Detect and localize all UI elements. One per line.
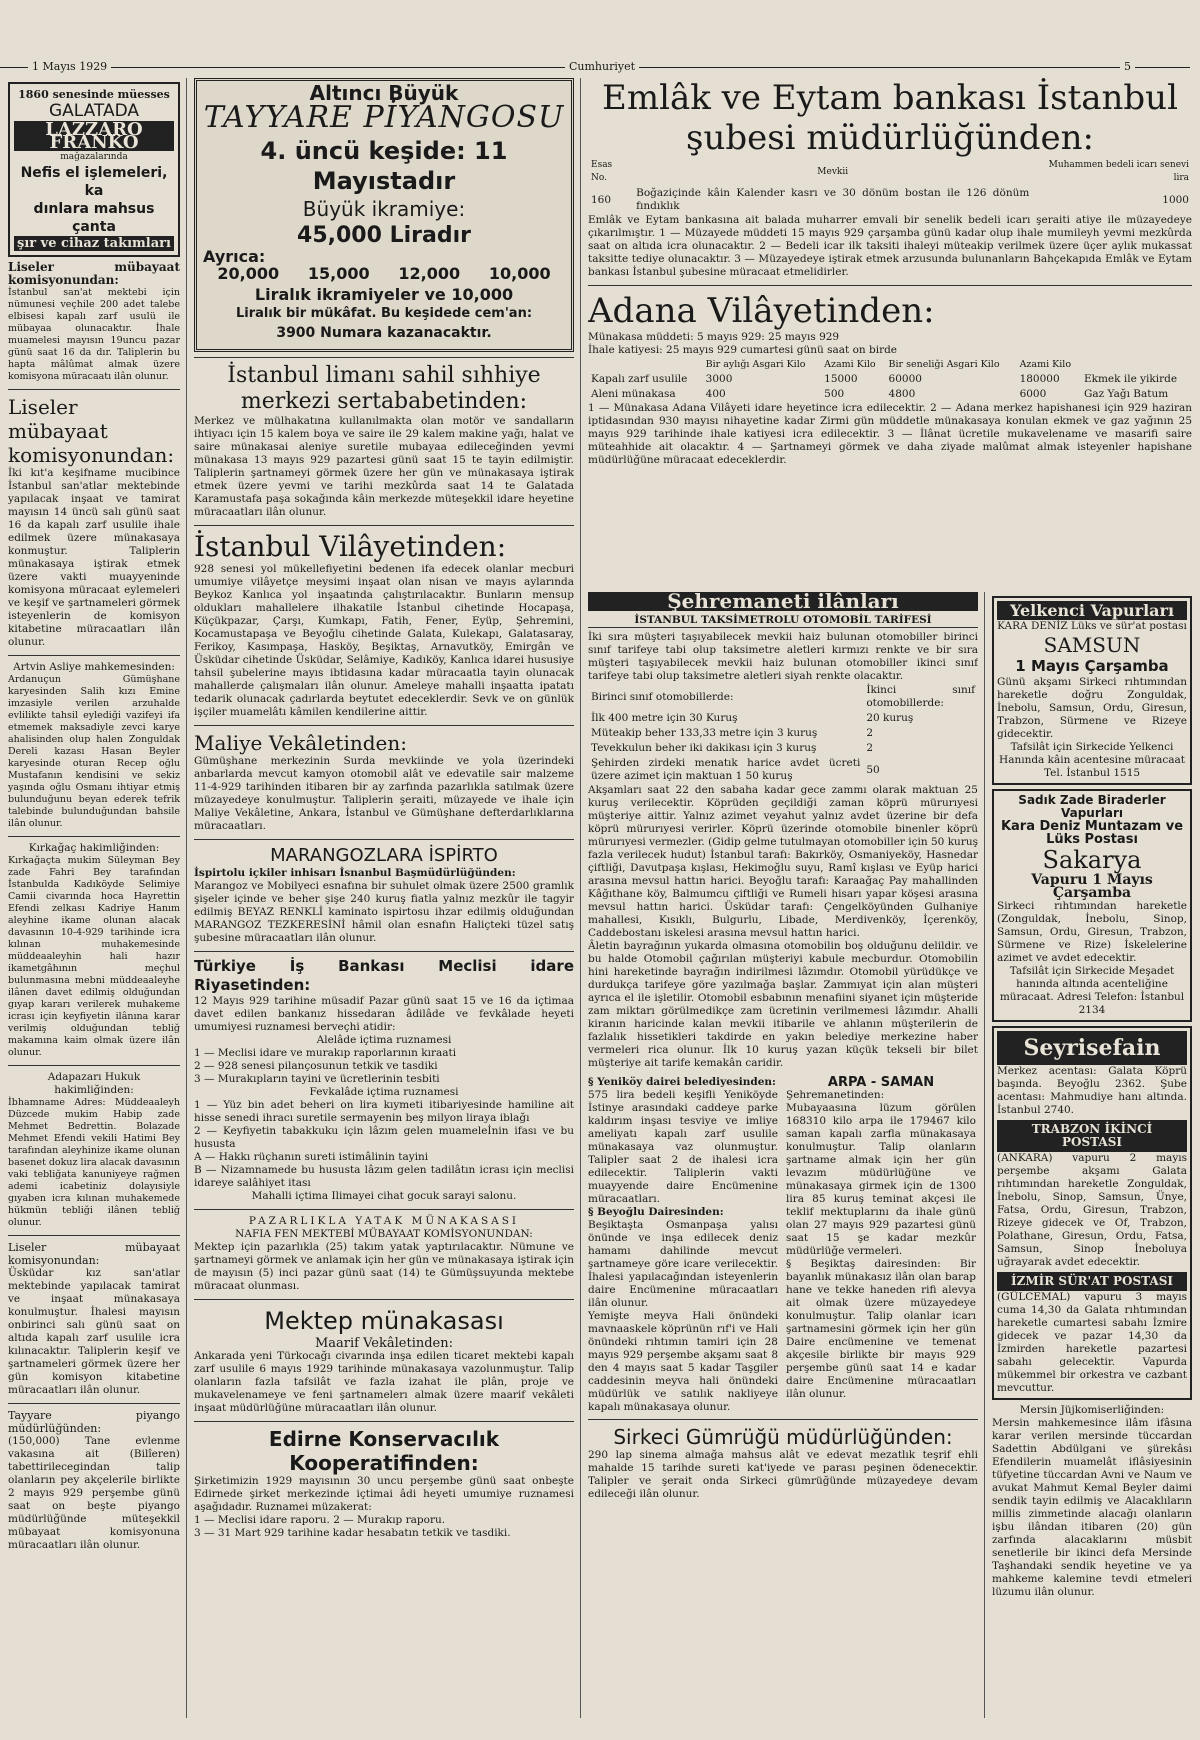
agenda-item: A — Hakkı rüçhanın sureti istimâlinin tayini [194,1151,429,1163]
cell: Birinci sınıf otomobillerde: [591,690,734,703]
agenda-item: 2 — 928 senesi pilançosunun tetkik ve tasdiki [194,1060,438,1072]
cell: Müteakip beher 133,33 metre için 3 kuruş [591,727,818,739]
tayyare-t3: 4. üncü keşide: 11 Mayıstadır [260,137,508,195]
ad-body: Akşamları saat 22 den sabaha kadar gece zammı olarak maktuan 25 kuruş verilecektir. Köprüden geçildiği zaman köprü mürurıyesi müşteriye aittir. Yalnız azimet veyahut yalnız avdet üzerine bir defa köprü mürurıyesi verirler. Köprü üzerinde otomobile binenler köprü mürurıyesi vermezler. (Gidip gelme tutulmayan otomobiller için 50 kuruş fazla verilecek hudut) İstanbul tarafı: Bakırköy, Osmaniyeköy, Hasnedar çiftliği, Davutpaşa kışlası, Hekimoğlu suyu, Ramî kışlası ve Eyüp harici arasına mevsul hattın harici. Beyoğlu tarafı: Karaağaç Pay mahallinden Kâğıthane köy, Balmumcu çiftliği ve Rumeli hisarı yapar köşesi arasına mevsul hattın harici. Üsküdar tarafı: Çengelköyünden Gulhaniye mahallesi, Kısıklı, Bulgurlu, Libade, Merdivenköy, İçerenköy, Caddebostanı iskelesi arasına mevsul hattın harici. [588,784,978,939]
ad-body: 928 senesi yol mükellefiyetini bedenen ifa edecek olanlar mecburi umumiye vilâyetçe meysimi inşaat olan nisan ve mayıs aylarında Beykoz Kanlıca yol inşaatında çalıştırılacaktır. Bunların mensup oldukları mahallelere ilhakatile İstanbul cihetinde Hocapaşa, Küçükpazar, Çarşı, Kumkapı, Fatih, Fener, Eyüp, Şehremini, Kocamustapaşa ve Beyoğlu cihetinde Galata, Kulekapı, Galatasaray, Ferikoy, Kasımpaşa, Hasköy, Beşiktaş, Arnavutköy, Emirgân ve Üsküdar cihetinde Üsküdar, Selâmiye, Kadıköy, Kanlıca idarei hususiye tahsil şubelerine mayıs ibtidasına kadar müracaatla tayin olunacak mahallerde çalışmaları ilân olunur. Ameleye mahalli inşaatta ipatatı tedarik olunacak çadırlarda beytutet edeceklerdir. Sevk ve on günlük işçiler muamelâtı kâmilen kendilerine aittir. [194,563,574,718]
cell: 180000 [1019,373,1060,385]
ad-subtitle: İspirtolu içkiler inhisarı İsnanbul Başmüdürlüğünden: [194,867,516,879]
lazzaro-line2: LAZZARO FRANKO [14,121,174,151]
ad-title: Liseler mübayaat komisyonundan: [8,395,175,467]
ad-body: Ardanuçun Gümüşhane karyesinden Salih kızı Emine imzasiyle verilen arzuhalde evlilikte tahsil eylediği vazifeyi ifa etmemek maksadiyle zevci karye ahalisinden olup halen Zonguldak Dereli kazası Hasan Beyler karyesinde oturan Recep oğlu Mustafanın kendisini ve sekiz yaşında oğlu Osmanı ihtiyar etmiş bulunduğunu beyan ederek tefrik talebinde bulunduğundan bahsile ilân olunur. [8,674,180,829]
ad-body: Merkez acentası: Galata Köprü başında. Beyoğlu 2362. Şube acentası: Mahmudiye hanı altında. İstanbul 2740. [997,1065,1187,1116]
ad-title: Tayyare piyango müdürlüğünden: [8,1409,180,1435]
ad-end: Tafsilât için Sirkecide Meşadet hanında altında acenteliğine müracaat. Adresi Telefon: İstanbul 2134 [999,965,1185,1016]
lower-left [588,1076,778,1414]
col-header: Muhammen bedeli icarı senevi lira [1048,160,1189,183]
header-paper: Cumhuriyet [565,60,639,73]
tayyare-t4: Büyük ikramiye: [302,197,466,221]
ad-body: İhale katiyesi: 25 mayıs 929 cumartesi günü saat on birde [588,344,898,356]
agenda-item: 3 — 31 Mart 929 tarihine kadar hesabatın tetkik ve tasdiki. [194,1527,511,1539]
agenda-item: Alelâde içtima ruznamesi [316,1034,452,1046]
cell: Tevekkulun beher iki dakikası için 3 kuruş [591,742,817,754]
tariff-table [588,683,978,784]
ad-title: Artvin Asliye mahkemesinden: [13,661,175,673]
ad-body: Mersin mahkemesince ilâm ifâsına karar verilen mersinde tüccardan Sadettin Abdülgani ve şürekâsı Efendilerin muamelât iflâsiyesinin tüfyetine tüccardan Avni ve Naum ve avukat Mahmut Kemal Beyler daimi sendik tayin edilmiş ve Alacaklıların millis zimmetinde alacağı olanların işbu ilândan itibaren (20) gün zarfında alacaklarını müsbit senetlerile bir ikinci defa Mersinde Taşhandaki sendik heyetine ve ya mahkeme kalemine tevdi etmeleri lüzumu ilân olunur. [992,1417,1192,1598]
cell: 400 [705,388,726,400]
ad-body: Gümüşhane merkezinin Surda mevkiinde ve yola üzerindeki anbarlarda mevcut kamyon otomobil alât ve edevatile sair malzeme 11-4-929 tarihinden itibaren bir ay zarfında pazarlıkla satılmak üzere müzayedeye konulmuştur. Taliplerin şeraiti, müzayede ve ihale için Maliye Vekâletine, Ankara, İstanbul ve Gümüşhane defterdarlıklarına müracaatları. [194,755,574,832]
ad-subtitle: KARA DENİZ Lüks ve sür'at postası [997,620,1187,632]
lazzaro-l5: şır ve cihaz takımları [14,236,174,251]
ad-body: Üsküdar kız san'atlar mektebinde yapılacak tamirat ve inşaat münakasaya konulmuştur. İhalesi mayısın onbirinci salı günü saat on altıda kapalı zarf usulile icra kılınacaktır. Taliplerin keşif ve şartnameleri görmek üzere her gün komisyon kitabetine müracaatları ilân olunur. [8,1267,180,1396]
cell: 4800 [888,388,916,400]
ad-body: İki sıra müşteri taşıyabilecek mevkii haiz bulunan otomobiller birinci sınıf tarifeye tabi olup taksimetre aletleri kırmızı renkte ve bir sıra müşteri taşıyabilecek mevkii haiz bulunan otomobiller ikinci sınıf tarifeye tabi olup taksimetre aletleri siyah renkte olacaktır. [588,631,978,682]
ad-edirne [194,1427,574,1540]
ad-artvin [8,661,180,830]
sadik-ad [992,789,1192,1022]
ad-subtitle: Kara Deniz Muntazam ve Lüks Postası [1000,819,1184,847]
cell: 2 [866,742,873,754]
column-1 [8,78,180,1718]
ad-body: Beşiktaşta Osmanpaşa yalısı önünde ve inşa edilecek deniz hamamı dahilinde mevcut şartnameye göre icare verilecektir. İhalesi yapılacağından isteyenlerin daire Encümenine müracaatları ilân olunur. [588,1219,778,1309]
tayyare-t5: 45,000 Liradır [297,223,471,248]
ad-title: Maliye Vekâletinden: [194,731,407,755]
cell: 50 [866,763,880,776]
ad-title: Sadık Zade Biraderler Vapurları [1018,793,1166,820]
agenda-item: B — Nizamnamede bu hususta lâzım gelen tadilâtın icrası için meclisi idareye salâhiyet itası [194,1164,574,1189]
ad-body: (GÜLCEMAL) vapuru 3 mayıs cuma 14,30 da Galata rıhtımından hareketle cumartesi sabahı İzmire gidecek ve pazar 14,30 da İzmirden hareketle pazartesi sabahı gelecektir. Vapurda mükemmel bir orkestra ve cazbant mevcuttur. [997,1291,1187,1394]
tayyare-ad [194,78,574,352]
ad-body: Yemişte meyva Hali önündeki mavnaaskele köprünün rıf'i ve Hali önündeki rıhtımın tamiri için 28 mayıs 929 perşembe akşamı saat 8 den 4 mayıs saat 5 kadar Taşgiler caddesinin meyva hali önündeki müdürlük ve satılık nakliyeye kapalı münakasaya olunur. [588,1310,778,1413]
ad-body: Emlâk ve Eytam bankasına ait balada muharrer emvali bir senelik bedeli icarı şeraiti atiye ile müzayedeye çıkarılmıştır. 1 — Müzayede müddeti 15 mayıs 929 çarşamba günü kadar olup ihale mumileyh yevmi mezkûrda saat on altıda icra olunacaktır. 2 — Bedeli icar ilk taksiti ihaleyi müteakip verilmek üzere üçer aylık mukassat taksitte tediye olunacaktır. 3 — Müzayedeye iştirak etmek arzusunda bulunanların Bahçekapıda Emlâk ve Eytam bankası İstanbul şubesine müracaat etmelidirler. [588,214,1192,278]
ad-title: ARPA - SAMAN [827,1075,935,1090]
page-header [0,60,1200,74]
ad-title: Türkiye İş Bankası Meclisi idare Riyasetinden: [194,957,574,994]
cell: Şehirden zirdeki menatık harice avdet ücreti üzere azimet için maktuan 1 50 kuruş [591,757,861,782]
ad-body: Marangoz ve Mobilyeci esnafına bir suhulet olmak üzere 2500 gramlık şişeler içinde ve beher şişe 240 kuruş fiatla yalnız mezkûr ile tagyir edilmiş BEYAZ RENKLİ kaminato ispirtosu ihzar edilmiş olduğundan MARANGOZ TEZKERESİNİ hâmil olan esnafın Haliçteki tüzel satış şubesine müracaatları ilân olunur. [194,880,574,944]
ad-liseler-1 [8,261,180,383]
ad-title: PAZARLIKLA YATAK MÜNAKASASI [248,1215,520,1227]
tayyare-amounts [203,263,565,285]
ad-body: İstanbul san'at mektebi için nümunesi veçhile 200 adet talebe elbisesi kapalı zarf usulü ile mübayaa olunacaktır. İhale muamelesi mayısın 19uncu pazar günü saat 16 da dır. Taliplerin bu hapta mâlûmat almak üzere komisyona müracaatı ilân olunur. [8,287,180,382]
tayyare-t6: Ayrıca: [203,247,266,266]
adana-table [588,357,1192,402]
cell: 160 [591,193,612,206]
ad-marangoz [194,845,574,945]
ad-body: Günü akşamı Sirkeci rıhtımından hareketle doğru Zonguldak, İnebolu, Samsun, Ordu, Giresun, Trabzon, Sürmene ve Rizeye gidecektir. [997,676,1187,740]
column-4 [992,592,1192,1718]
cell: Boğaziçinde kâin Kalender kasrı ve 30 dönüm bostan ile 126 dönüm fındıklık [636,187,1030,212]
lazzaro-line1: GALATADA [48,101,140,121]
column-3-lower [588,592,978,1718]
ad-title: Adapazarı Hukuk hakimliğinden: [47,1071,141,1096]
ad-title: Liseler mübayaat komisyonundan: [8,260,180,287]
ad-body: Sirkeci rıhtımından hareketle (Zonguldak, İnebolu, Sinop, Samsun, Ordu, Giresun, Trabzon, Sürmene ve Rize) İskelelerine azimet ve avdet edecektir. [997,900,1187,964]
ad-title: Mektep münakasası [264,1307,504,1335]
tayyare-t7: Liralık ikramiyeler ve 10,000 [254,285,514,304]
ad-end: Tafsilât için Sirkecide Yelkenci Hanında kâin acentesine müracaat Tel. İstanbul 1515 [999,741,1185,779]
col-header: Mevkii [817,166,849,177]
ad-body: (150,000) Tane evlenme vakasına ait (Bilîeren) tabettirilecegindan talip olanların pey akçelerile birlikte 2 mayıs 929 perşembe günü saat on beşte piyango müdürlüğünde müteşekkil mübayaat komisyonuna müracaatları ilân olunur. [8,1435,180,1551]
cell: 60000 [888,373,922,385]
ad-title: MARANGOZLARA İSPİRTO [270,845,498,866]
ad-title: Mersin Jüjkomiserliğinden: [1019,1404,1165,1416]
ad-body: Ankarada yeni Türkocağı civarında inşa edilen ticaret mektebi kapalı zarf usulile 6 mayıs 1929 tarihinde münakasaya vazolunmuştur. Talip olanların fazla tafsilât ve fazla izahat ile plân, proje ve mukavelenameye ve feni şartnamelerı almak üzere maarif vekâleti inşaat müdürlüğüne müracaatları ilân olunur. [194,1350,574,1414]
header-page-no: 5 [1120,60,1135,73]
ad-subtitle: TRABZON İKİNCİ POSTASI [997,1120,1187,1152]
agenda-item: 3 — Murakıpların tayini ve ücretlerinin tesbiti [194,1073,440,1085]
lazzaro-l4: dınlara mahsus çanta [33,201,155,235]
yelkenci-ad [992,596,1192,785]
lazzaro-since: 1860 senesinde müesses [18,88,170,101]
ad-body: 12 Mayıs 929 tarihine müsadif Pazar günü saat 15 ve 16 da içtimaa davet edilen bankanız hissedaran âdilâde ve fevkâlade heyeti umumiyesi ruznamesi berveçhi atidir: [194,995,574,1033]
ad-vilayet [194,531,574,719]
agenda-item: 1 — Yüz bin adet beheri on lira kıymeti itibariyesinde hamiline ait hisse senedi ihracı suretile sermayenin beş milyon liraya iblağı [194,1099,574,1124]
ad-body: Merkez ve mülhakatına kullanılmakta olan motör ve sandalların ihtiyacı için 15 kalem boya ve saire ile 29 kalem makine yağı, halat ve saire münakasai aleniye suretile mubayaa edileceğinden yevmi münakasa 13 mayıs 929 pazartesi günü saat 15 te tayin edilmiştir. Taliplerin şartnameyi görmek üzere her gün ve münakasaya iştirak etmek üzere yevmi ve tarihi mezkûrda saat 14 te Galatada Karamustafa paşa sokağında kâin merkezde müteşekkil idare heyetine müracaatları ilân olunur. [194,415,574,518]
ad-title: § Yeniköy dairei belediyesinden: [588,1076,776,1088]
ad-body: 575 lira bedeli keşifli Yeniköyde İstinye arasındaki caddeye parke kaldırım inşası tesviye ve imliye ameliyatı kapalı zarf usulile münakasaya vaz olunmuştur. Talipler saat 2 de ihalesi icra edilecektir. Taliplerin vakti muayyende daire Encümenine müracaatları. [588,1089,778,1205]
cell: Ekmek ile yikirde [1083,373,1178,385]
tayyare-t8: Liralık bir mükâfat. Bu keşidede cem'an: [235,306,533,321]
ad-tayyare-mudurluk [8,1409,180,1552]
cell: İkinci sınıf otomobillerde: [866,684,975,709]
ad-title: Adana Vilâyetinden: [588,291,935,331]
ad-subtitle: Maarif Vekâletinden: [314,1336,454,1351]
ad-body: § Beşiktaş dairesinden: Bir bayanlık münakasız ilân olan barap hane ve tekke haneden rifi alevya ait olmak üzere müzayedeye konulmuştur. Talip olanlar icarı şartnamesini görmek için her gün Daire encümenine ve temenat akçesile birlikte bir mayıs 929 perşembe günü saat 14 e kadar daire Encümenine müracaatları ilân olunur. [786,1258,976,1400]
cell: 6000 [1019,388,1047,400]
emlak-table [588,158,1192,214]
ship-date: Vapuru 1 Mayıs Çarşamba [1031,872,1153,901]
ad-subtitle: İZMİR SÜR'AT POSTASI [997,1272,1187,1291]
col-header [588,357,703,372]
amount: 10,000 [488,264,551,283]
ad-title: Seyrisefain [997,1031,1187,1065]
lower-right [786,1076,976,1414]
tayyare-t2: TAYYARE PİYANGOSU [203,100,565,135]
tayyare-t9: 3900 Numara kazanacaktır. [276,325,492,341]
col-header: Azami Kilo [1019,359,1072,370]
col-header: Azami Kilo [824,359,876,370]
cell: 2 [866,727,873,739]
cell: 3000 [705,373,733,385]
ad-body: Kırkağaçta mukim Süleyman Bey zade Fahri Bey tarafından İstanbulda Kadıköyde Selimiye Camii civarında hoca Hayrettin Efendi zelkası Kadriye Hanım aleyhine ikame olunan alacak davasının 10-4-929 tarihinde icra kılınan muhakemesinde müddeaaleyhin hali hazır ikametgâhının meçhul bulunmasına mebni müddeaaleyhe ilânen davet edilmiş olduğundan gıyap kararı verilerek muhakeme icrası için keyfiyetin ilânına karar verilmiş olduğundan tebliğ makamına kaim olmak üzere ilân olunur. [8,855,180,1058]
agenda-item: 1 — Meclisi idare ve murakıp raporlarının kıraati [194,1047,457,1059]
ship-name: SAMSUN [1043,633,1141,657]
lower-two-col [588,1076,978,1414]
ad-title: § Beyoğlu Dairesinden: [588,1206,724,1218]
ad-liman [194,363,574,519]
ad-title: Yelkenci Vapurları [997,601,1187,620]
lazzaro-sub: mağazalarında [60,152,128,162]
ad-title: Sirkeci Gümrüğü müdürlüğünden: [613,1425,953,1449]
ad-body: Şirketimizin 1929 mayısının 30 uncu perşembe günü saat onbeşte Edirnede şirket merkezinde içtimai âdi heyeti umumiye ruznamesi aşağıdadır. Ruznamei müzakerat: [194,1475,574,1513]
ad-liseler-3 [8,1241,180,1397]
ad-body: Münakasa müddeti: 5 mayıs 929: 25 mayıs 929 [588,331,840,343]
lazzaro-l3: Nefis el işlemeleri, ka [20,165,168,199]
ad-title: Liseler mübayaat komisyonundan: [8,1241,180,1267]
cell: Aleni münakasa [591,388,676,400]
ad-title: Emlâk ve Eytam bankası İstanbul şubesi müdürlüğünden: [602,78,1178,158]
col-header: Esas No. [591,160,613,183]
cell: Kapalı zarf usulile [591,373,688,385]
ad-emlak [588,78,1192,279]
ad-body: İbhamname Adres: Müddeaaleyh Düzcede mukim Habip zade Mehmet Bedrettin. Bolazade Mehmet Efendi vekili Hatimi Bey tarafından aleyhinize ikame olunan basenet dokuz lira alacak davasının vaki tebliğata kanuniyeye rağmen ademi icabetiniz dolayısiyle gıyaben icra kılınan muhakemede hükmün tebliği ilânen tebliğ olunur. [8,1097,180,1228]
ad-body: (ANKARA) vapuru 2 mayıs perşembe akşamı Galata rıhtımından hareketle Zonguldak, İnebolu, Sinop, Samsun, Ünye, Fatsa, Ordu, Giresun, Trabzon, Rizeye gidecek ve Of, Trabzon, Polathane, Giresun, Ordu, Fatsa, Samsun, Sinop İneboluya uğrayarak avdet edecektir. [997,1152,1187,1268]
ad-mersin [992,1404,1192,1599]
ad-body: Âletin bayrağının yukarda olmasına otomobilin boş olduğunu delildir. ve bu halde Otomobil çağırılan müşteriyi kabule mecburdur. Otomobilin hini hareketinde bayrağın indirilmesi lâzımdır. Otomobil yürüdükçe ve durdukça tarifeye göre yazılmağa başlar. Zammıyat için alan müşteri ayrıca el ile işletilir. Otomobil esbabının menafiini siyanet için müşteride zam miktarı görülmedikçe zam ücretinin verilmemesi lâzımdır. Ahalli kiranın haricinde kalan mevkii itibarile ve ahlanın müşterilerin de fazlalık hissetikleri takdirde en yakın belediye merkezine haber vermeleri rica olunur. İlk 10 kuruş yazan küçük tekseli bir bilet müşteriye ait tarife kemakân caridir. [588,940,978,1069]
cell: 500 [824,388,845,400]
ship-name: Sakarya [1042,846,1142,874]
ad-title: Edirne Konservacılık Kooperatifinden: [268,1427,500,1475]
sehremaneti-sub: İSTANBUL TAKSİMETROLU OTOMOBİL TARİFESİ [588,614,978,628]
agenda-item: Fevkalâde içtima ruznamesi [309,1086,459,1098]
amount: 15,000 [307,264,370,283]
ship-date: 1 Mayıs Çarşamba [1015,657,1169,675]
ad-maliye [194,731,574,833]
cell: Gaz Yağı Batum [1083,388,1169,400]
tayyare-t1: Altıncı Büyük [309,81,459,105]
ad-body: 290 lap sinema almağa mahsus alât ve edevat mezatlık teşrif ehli mahalde 15 tarihde sureti kat'iyede ve parası peşinen ödenecektir. Talipler ve şerait onda Sirkeci gümrüğünde müzayedeye devam edileceği ilân olunur. [588,1449,978,1500]
ad-mektep [194,1305,574,1415]
ad-body: Mubayaasına lüzum görülen 168310 kilo arpa ile 179467 kilo saman kapalı zarfla münakasaya konulmuştur. Talip olanların şartname almak için her gün levazım müdürlüğüne ve münakasaya girmek için de 1300 lira 85 kuruş teminat akçesi ile teklif mektuplarını da ihale günü olan 27 mayıs 929 pazartesi günü saat 15 şe kadar mezkûr müdürlüğe vermeleri. [786,1102,976,1257]
ad-body: İki kıt'a keşifname mucibince İstanbul san'atlar mektebinde yapılacak inşaat ve tamirat mayısın 14 üncü salı günü saat 16 da kapalı zarf usulile ihale edilmek üzere münakasaya konmuştur. Taliplerin münakasaya iştirak etmek üzere vakti muayyeninde komisyona müracaat eylemeleri ve keşif ve şartnameleri görmek isteyenlerin de komisyon kitabetine müracaatları ilân olunur. [8,467,180,648]
col-header: Bir seneliği Asgari Kilo [888,359,1000,370]
ad-body: Mektep için pazarlıkla (25) takım yatak yaptırılacaktır. Nümune ve şartnameyi görmek ve anlamak için her gün ve münakasaya iştirak için de mayısın (5) inci pazar günü saat (14) te Gümüşsuyunda mektebe müracaat olunması. [194,1241,574,1292]
agenda-item: 1 — Meclisi idare raporu. 2 — Murakıp raporu. [194,1514,446,1526]
ad-subtitle: Şehremanetinden: [786,1089,885,1101]
ad-title: İstanbul Vilâyetinden: [194,530,507,563]
ad-liseler-2 [8,395,180,649]
col-header [1081,357,1192,372]
col-header: Bir aylığı Asgari Kilo [705,359,806,370]
cell: 15000 [824,373,858,385]
amount: 12,000 [398,264,461,283]
ad-title: Kırkağaç hakimliğinden: [28,842,160,854]
seyrisefain-ad [992,1026,1192,1400]
ad-isbank [194,957,574,1203]
cell: İlk 400 metre için 30 Kuruş [591,712,738,724]
lazzaro-ad [8,82,180,257]
ad-subtitle: NAFIA FEN MEKTEBİ MÜBAYAAT KOMİSYONUNDAN: [235,1228,533,1240]
header-date: 1 Mayıs 1929 [28,60,111,73]
ad-end: Mahalli içtima Ilimayei cihat gocuk sarayi salonu. [251,1190,517,1202]
ad-kirkagac [8,842,180,1059]
ad-title: İstanbul limanı sahil sıhhiye merkezi sertababetinden: [227,363,541,414]
column-2 [194,78,574,1718]
cell: 20 kuruş [866,712,914,724]
sehremaneti-title: Şehremaneti ilânları [588,592,978,611]
agenda-item: 2 — Keyfiyetin tabakkuku için lâzım gelen muameleİnin ifası ve bu hususta [194,1125,574,1150]
ad-pazarlik [194,1215,574,1293]
ad-body: 1 — Münakasa Adana Vilâyeti idare heyetince icra edilecektir. 2 — Adana merkez hapishanesi için 929 haziran iptidasından 930 mayısı nihayetine kadar Zirmi gün müddetle münakasaya konulan ekmek ve gaz yağının 25 mayıs 929 tarihinde ihale katiyesi icra edilecektir. 3 — İlânat ücretile mukavelename ve masarifi saire müteahhide ait olacaktır. 4 — Şartnameyi görmek ve daha ziyade malûmat almak isteyenler hapishane müdürlüğüne müracaat edeceklerdir. [588,402,1192,466]
cell: 1000 [1162,193,1189,206]
column-3-top [588,78,1192,578]
ad-adana [588,291,1192,467]
ad-adapazari [8,1071,180,1229]
amount: 20,000 [217,264,280,283]
